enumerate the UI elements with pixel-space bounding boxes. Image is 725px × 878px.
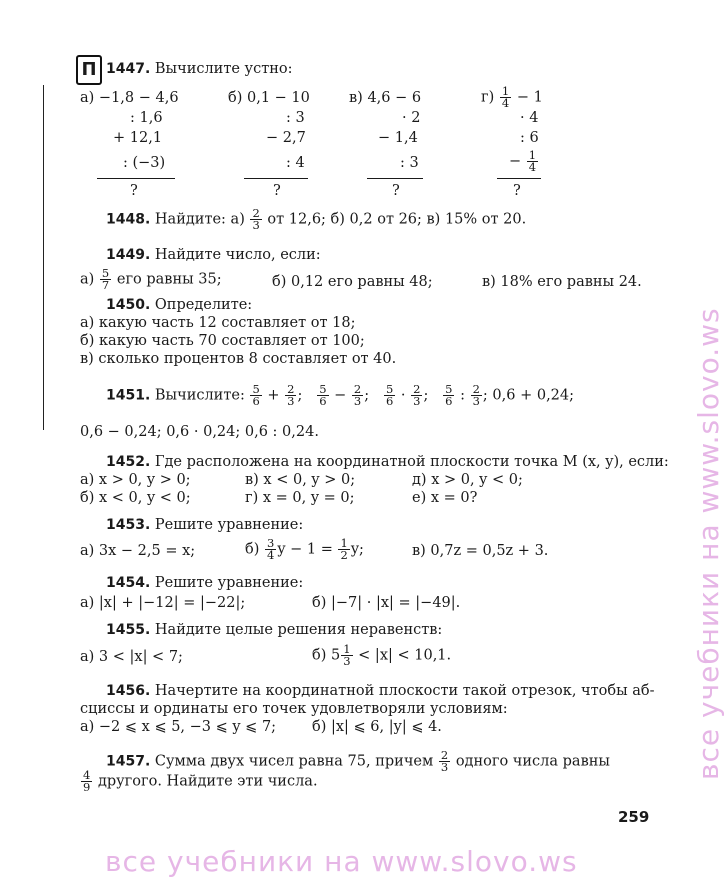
ex1452-g: г) x = 0, y = 0;: [245, 490, 355, 506]
ex1455-heading: 1455. Найдите целые решения неравенств:: [106, 622, 443, 638]
ex1450-item-c: в) сколько процентов 8 составляет от 40.: [80, 351, 397, 367]
fraction-2-3: $\frac{2}{3}$: [252, 206, 260, 232]
fraction-2-3-b: $\frac{2}{3}$: [287, 382, 295, 408]
ex1447-a-line4: : (−3): [123, 155, 166, 171]
ex1448: 1448. Найдите: а) $\frac{2}{3}$ от 12,6; б) 0,2 от 26; в) 15% от 20.: [106, 206, 527, 232]
fraction-2-3-f: $\frac{2}{3}$: [440, 748, 449, 774]
ex1456-line1: 1456. Начертите на координатной плоскости такой отрезок, чтобы аб-: [106, 683, 655, 699]
fraction-5-6: $\frac{5}{6}$: [252, 382, 260, 408]
ex1447-b-line4: : 4: [286, 155, 305, 171]
ex1451-line2: 0,6 − 0,24; 0,6 · 0,24; 0,6 : 0,24.: [80, 424, 319, 440]
ex1447-title: Вычислите устно:: [154, 61, 293, 77]
ex1450-item-b: б) какую часть 70 составляет от 100;: [80, 333, 365, 349]
watermark-vertical: все учебники на www.slovo.ws: [692, 307, 725, 780]
ex1453-a: а) 3x − 2,5 = x;: [80, 543, 196, 559]
ex1456-a: а) −2 ⩽ x ⩽ 5, −3 ⩽ y ⩽ 7;: [80, 719, 277, 735]
ex1447-b-line1: б) 0,1 − 10: [228, 90, 310, 106]
fraction-5-7: $\frac{5}{7}$: [101, 266, 110, 292]
fraction-3-4: $\frac{3}{4}$: [267, 536, 275, 562]
ex1447-v-q: ?: [392, 183, 400, 199]
ex1452-d: д) x > 0, y < 0;: [412, 472, 523, 488]
ex1454-b: б) |−7| · |x| = |−49|.: [312, 595, 461, 611]
fraction-1-4-b: $\frac{1}{4}$: [528, 148, 537, 174]
ex1453-c: в) 0,7z = 0,5z + 3.: [412, 543, 549, 559]
watermark-bottom: все учебники на www.slovo.ws: [105, 845, 578, 878]
fraction-5-6-c: $\frac{5}{6}$: [385, 382, 394, 408]
ex1447-v-line3: − 1,4: [378, 130, 418, 146]
ex1447-number: 1447.: [106, 61, 151, 77]
ex1447-v-rule: [367, 178, 423, 179]
ex1447-b-line3: − 2,7: [266, 130, 306, 146]
ex1450-heading: 1450. Определите:: [106, 297, 253, 313]
ex1447-v-line1: в) 4,6 − 6: [349, 90, 422, 106]
ex1452-heading: 1452. Где расположена на координатной плоскости точка M (x, y), если:: [106, 454, 669, 470]
ex1449-heading: 1449. Найдите число, если:: [106, 247, 321, 263]
ex1457-line2: $\frac{4}{9}$ другого. Найдите эти числа.: [83, 768, 318, 794]
fraction-2-3-e: $\frac{2}{3}$: [472, 382, 480, 408]
ex1447-g-line1: г) $\frac{1}{4}$ − 1: [481, 84, 543, 110]
ex1452-a: а) x > 0, y > 0;: [80, 472, 191, 488]
ex1451-line1: 1451. Вычислите: $\frac{5}{6}$ + $\frac{2}{3}$ ; $\frac{5}{6}$ − $\frac{2}{3}$ ; $\frac{5}{6}$ · $\frac{2}{3}$ ; $\frac{5}{6}$ : $\frac{2}{3}$ ; 0,6 + 0,24;: [106, 382, 575, 408]
ex1455-a: а) 3 < |x| < 7;: [80, 649, 183, 665]
ex1447-heading: [106, 60, 293, 78]
ex1447-g-line3: : 6: [520, 130, 539, 146]
ex1449-a: а) $\frac{5}{7}$ его равны 35;: [80, 266, 222, 292]
fraction-1-4: $\frac{1}{4}$: [501, 84, 510, 110]
page-number: 259: [618, 808, 650, 826]
ex1447-b-rule: [244, 178, 308, 179]
ex1452-e: е) x = 0?: [412, 490, 478, 506]
ex1447-v-line4: : 3: [400, 155, 419, 171]
ex1450-item-a: а) какую часть 12 составляет от 18;: [80, 315, 356, 331]
ex1447-g-q: ?: [513, 183, 521, 199]
margin-bar: [43, 85, 44, 430]
ex1447-a-rule: [97, 178, 175, 179]
ex1447-g-line2: · 4: [520, 110, 539, 126]
ex1457-line1: 1457. Сумма двух чисел равна 75, причем $\frac{2}{3}$ одного числа равны: [106, 748, 610, 774]
badge-icon: П: [76, 55, 102, 85]
ex1447-b-q: ?: [273, 183, 281, 199]
fraction-5-6-b: $\frac{5}{6}$: [319, 382, 327, 408]
ex1447-a-line2: : 1,6: [130, 110, 163, 126]
ex1452-b: б) x < 0, y < 0;: [80, 490, 191, 506]
ex1447-g-rule: [497, 178, 541, 179]
ex1453-heading: 1453. Решите уравнение:: [106, 517, 304, 533]
ex1454-a: а) |x| + |−12| = |−22|;: [80, 595, 246, 611]
fraction-1-2: $\frac{1}{2}$: [340, 536, 348, 562]
ex1452-v: в) x < 0, y > 0;: [245, 472, 356, 488]
ex1449-b: б) 0,12 его равны 48;: [272, 274, 433, 290]
ex1447-g-line4: − $\frac{1}{4}$: [509, 148, 537, 174]
ex1453-b: б) $\frac{3}{4}$ y − 1 = $\frac{1}{2}$ y;: [245, 536, 364, 562]
ex1447-a-q: ?: [130, 183, 138, 199]
ex1454-heading: 1454. Решите уравнение:: [106, 575, 304, 591]
fraction-2-3-c: $\frac{2}{3}$: [353, 382, 362, 408]
ex1447-a-line1: а) −1,8 − 4,6: [80, 90, 179, 106]
ex1447-v-line2: · 2: [402, 110, 421, 126]
fraction-5-6-d: $\frac{5}{6}$: [445, 382, 453, 408]
ex1456-b: б) |x| ⩽ 6, |y| ⩽ 4.: [312, 719, 442, 735]
ex1447-b-line2: : 3: [286, 110, 305, 126]
fraction-1-3: $\frac{1}{3}$: [343, 642, 351, 668]
fraction-2-3-d: $\frac{2}{3}$: [413, 382, 421, 408]
ex1447-a-line3: + 12,1: [113, 130, 163, 146]
fraction-4-9: $\frac{4}{9}$: [83, 768, 91, 794]
ex1456-line2: сциссы и ординаты его точек удовлетворяли условиям:: [80, 701, 508, 717]
ex1449-c: в) 18% его равны 24.: [482, 274, 642, 290]
ex1455-b: б) 5 $\frac{1}{3}$ < |x| < 10,1.: [312, 642, 452, 668]
